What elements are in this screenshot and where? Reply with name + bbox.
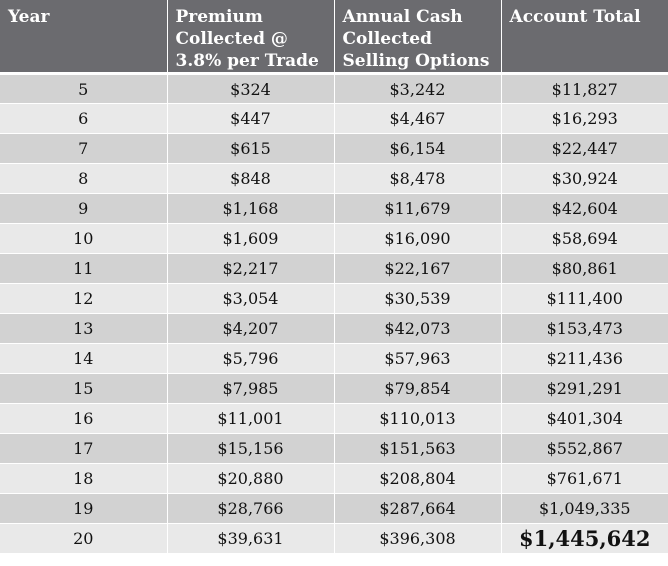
cell-premium: $1,168 bbox=[167, 194, 334, 224]
header-year bbox=[0, 0, 167, 74]
cell-premium: $447 bbox=[167, 104, 334, 134]
table-row bbox=[0, 104, 668, 134]
header-line: Year bbox=[8, 7, 50, 27]
cell-account-total: $11,827 bbox=[501, 74, 668, 104]
cell-annual-cash: $4,467 bbox=[334, 104, 501, 134]
table-row bbox=[0, 314, 668, 344]
table-row bbox=[0, 494, 668, 524]
cell-premium: $28,766 bbox=[167, 494, 334, 524]
cell-premium: $615 bbox=[167, 134, 334, 164]
table-row bbox=[0, 74, 668, 104]
cell-year: 6 bbox=[0, 104, 167, 134]
header-line: Account Total bbox=[509, 7, 641, 27]
table-row bbox=[0, 134, 668, 164]
cell-annual-cash: $151,563 bbox=[334, 434, 501, 464]
header-line: Annual Cash bbox=[342, 7, 463, 27]
cell-year: 17 bbox=[0, 434, 167, 464]
cell-annual-cash: $110,013 bbox=[334, 404, 501, 434]
cell-premium: $20,880 bbox=[167, 464, 334, 494]
cell-premium: $4,207 bbox=[167, 314, 334, 344]
cell-account-total: $22,447 bbox=[501, 134, 668, 164]
table-body bbox=[0, 74, 668, 554]
cell-account-total: $58,694 bbox=[501, 224, 668, 254]
cell-annual-cash: $8,478 bbox=[334, 164, 501, 194]
cell-annual-cash: $11,679 bbox=[334, 194, 501, 224]
cell-premium: $15,156 bbox=[167, 434, 334, 464]
cell-account-total: $401,304 bbox=[501, 404, 668, 434]
cell-annual-cash: $3,242 bbox=[334, 74, 501, 104]
cell-account-total: $1,445,642 bbox=[501, 524, 668, 554]
cell-premium: $39,631 bbox=[167, 524, 334, 554]
cell-premium: $3,054 bbox=[167, 284, 334, 314]
cell-year: 20 bbox=[0, 524, 167, 554]
table-row bbox=[0, 224, 668, 254]
header-line: Collected @ bbox=[175, 29, 288, 49]
cell-premium: $11,001 bbox=[167, 404, 334, 434]
header-line: Selling Options bbox=[342, 51, 490, 71]
table-row bbox=[0, 194, 668, 224]
cell-account-total: $211,436 bbox=[501, 344, 668, 374]
cell-premium: $7,985 bbox=[167, 374, 334, 404]
cell-annual-cash: $57,963 bbox=[334, 344, 501, 374]
cell-account-total: $291,291 bbox=[501, 374, 668, 404]
cell-year: 9 bbox=[0, 194, 167, 224]
cell-year: 18 bbox=[0, 464, 167, 494]
cell-premium: $2,217 bbox=[167, 254, 334, 284]
cell-year: 11 bbox=[0, 254, 167, 284]
cell-annual-cash: $16,090 bbox=[334, 224, 501, 254]
cell-account-total: $153,473 bbox=[501, 314, 668, 344]
cell-year: 5 bbox=[0, 74, 167, 104]
cell-year: 10 bbox=[0, 224, 167, 254]
cell-year: 7 bbox=[0, 134, 167, 164]
cell-account-total: $111,400 bbox=[501, 284, 668, 314]
table-row bbox=[0, 464, 668, 494]
table-row bbox=[0, 344, 668, 374]
cell-premium: $1,609 bbox=[167, 224, 334, 254]
table-row bbox=[0, 164, 668, 194]
cell-account-total: $30,924 bbox=[501, 164, 668, 194]
cell-year: 16 bbox=[0, 404, 167, 434]
table-row bbox=[0, 374, 668, 404]
table-row bbox=[0, 434, 668, 464]
cell-year: 15 bbox=[0, 374, 167, 404]
header-line: Premium bbox=[175, 7, 263, 27]
cell-annual-cash: $208,804 bbox=[334, 464, 501, 494]
cell-annual-cash: $287,664 bbox=[334, 494, 501, 524]
header-annual-cash bbox=[334, 0, 501, 74]
cell-annual-cash: $30,539 bbox=[334, 284, 501, 314]
cell-premium: $5,796 bbox=[167, 344, 334, 374]
cell-annual-cash: $22,167 bbox=[334, 254, 501, 284]
header-row bbox=[0, 0, 668, 74]
table-row bbox=[0, 404, 668, 434]
cell-account-total: $1,049,335 bbox=[501, 494, 668, 524]
table-row bbox=[0, 254, 668, 284]
cell-annual-cash: $6,154 bbox=[334, 134, 501, 164]
cell-annual-cash: $42,073 bbox=[334, 314, 501, 344]
cell-account-total: $552,867 bbox=[501, 434, 668, 464]
table-row bbox=[0, 524, 668, 554]
cell-year: 13 bbox=[0, 314, 167, 344]
cell-year: 12 bbox=[0, 284, 167, 314]
header-line: 3.8% per Trade bbox=[175, 51, 319, 71]
cell-account-total: $761,671 bbox=[501, 464, 668, 494]
cell-premium: $848 bbox=[167, 164, 334, 194]
cell-annual-cash: $79,854 bbox=[334, 374, 501, 404]
cell-annual-cash: $396,308 bbox=[334, 524, 501, 554]
header-premium-collected bbox=[167, 0, 334, 74]
cell-account-total: $16,293 bbox=[501, 104, 668, 134]
cell-premium: $324 bbox=[167, 74, 334, 104]
table-row bbox=[0, 284, 668, 314]
cell-account-total: $42,604 bbox=[501, 194, 668, 224]
cell-year: 14 bbox=[0, 344, 167, 374]
header-account-total bbox=[501, 0, 668, 74]
header-line: Collected bbox=[342, 29, 433, 49]
cell-account-total: $80,861 bbox=[501, 254, 668, 284]
cell-year: 19 bbox=[0, 494, 167, 524]
cell-year: 8 bbox=[0, 164, 167, 194]
